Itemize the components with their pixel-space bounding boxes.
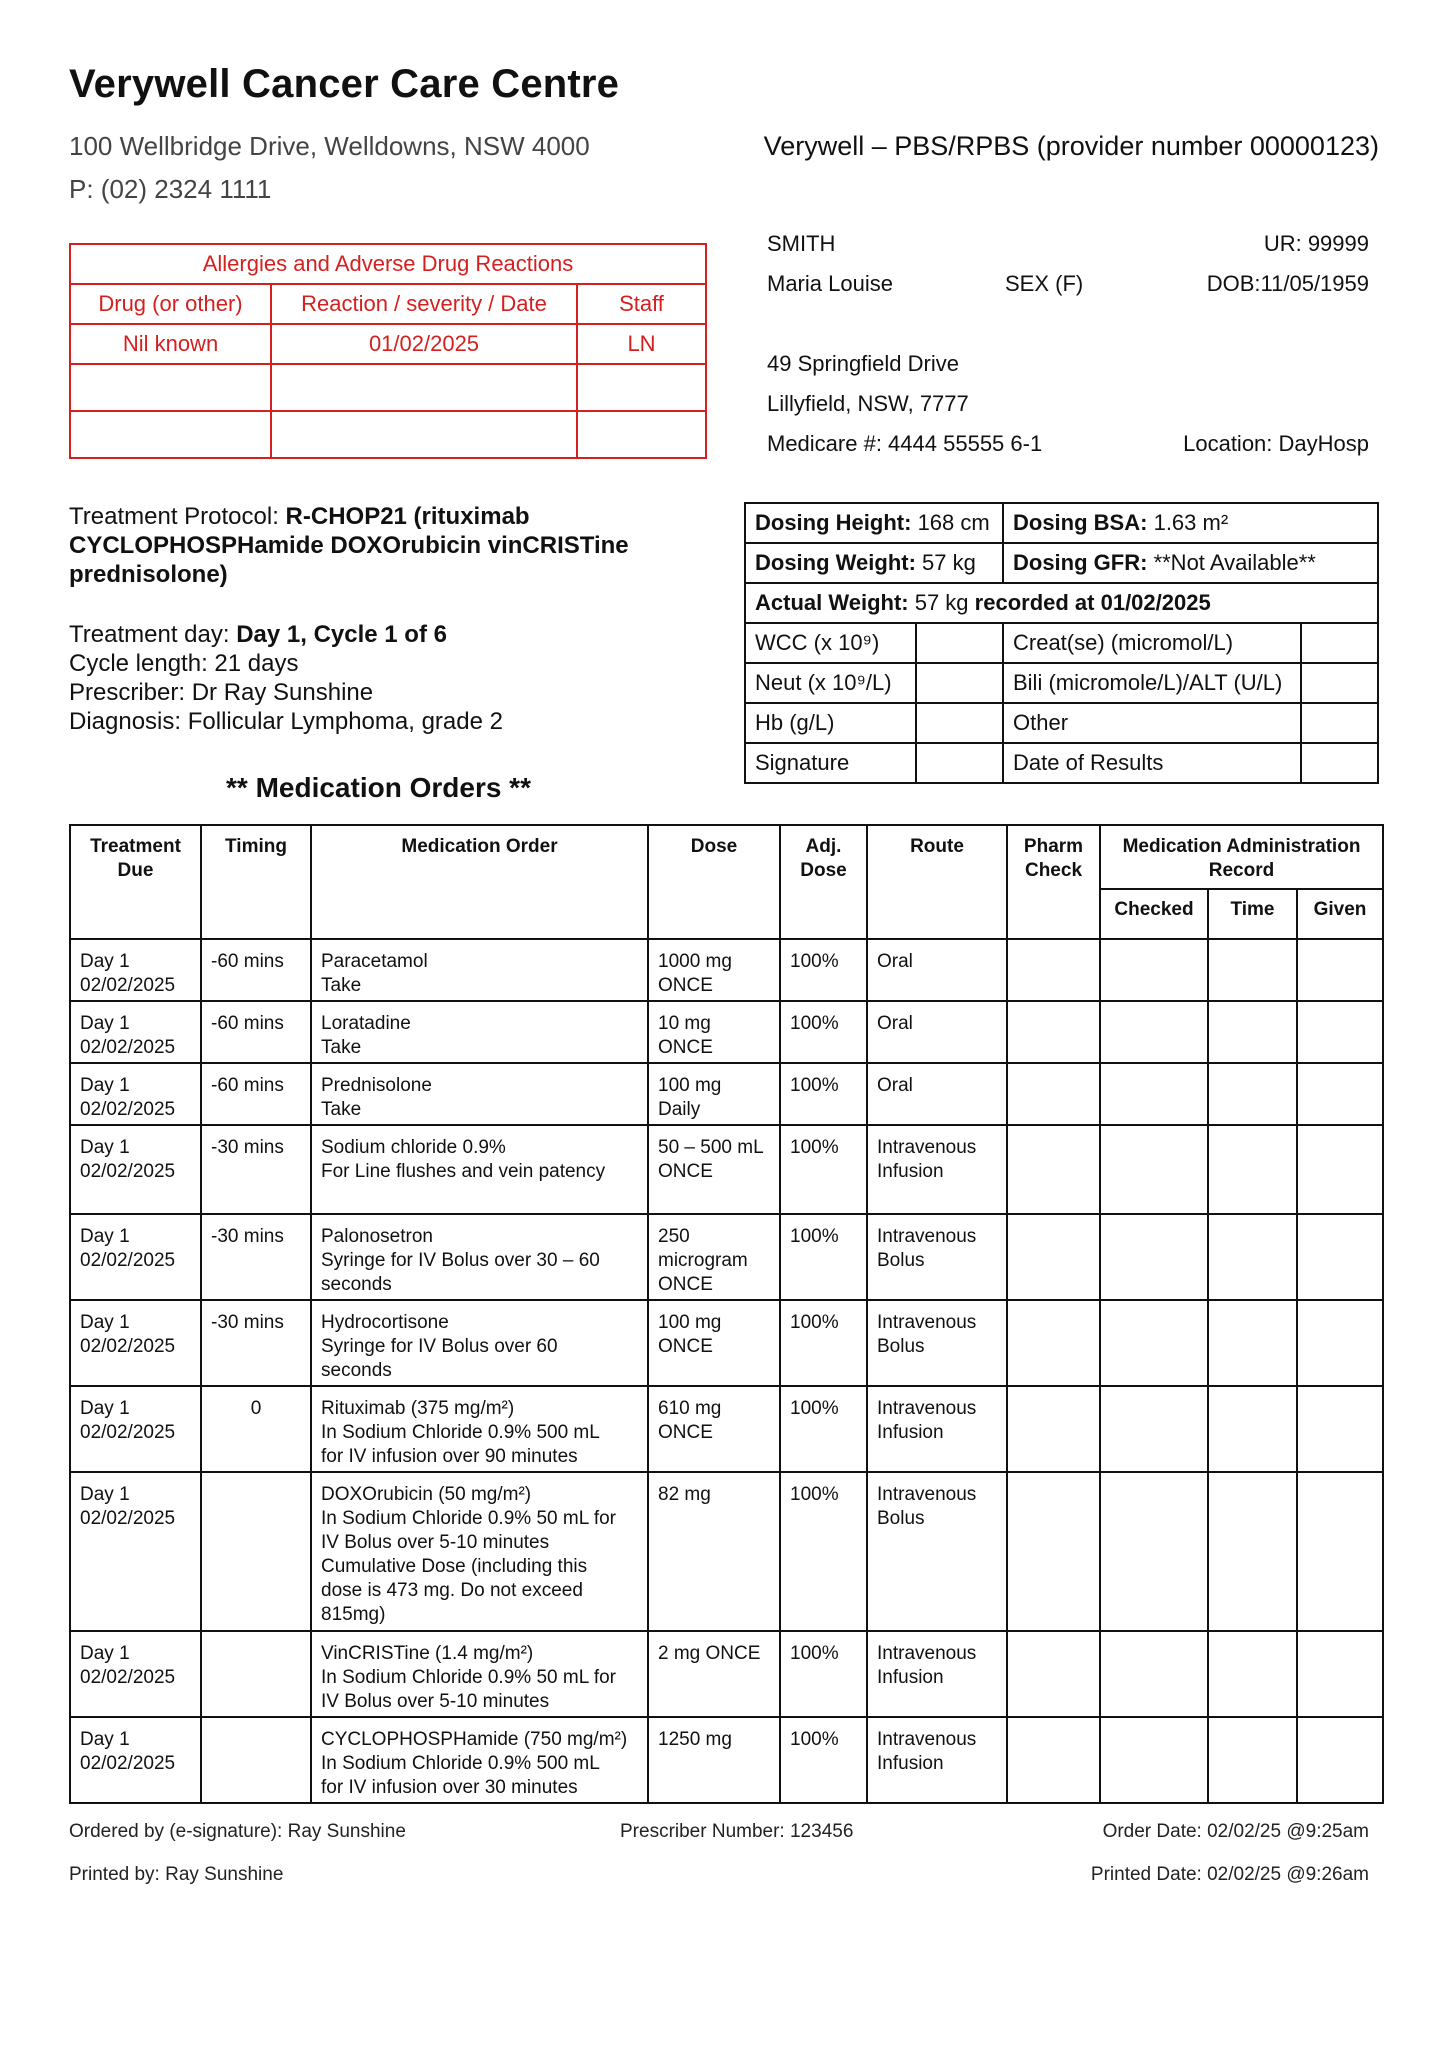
adj-dose-cell: 100% [780,1300,867,1386]
route-cell [867,1125,1007,1214]
dose-cell [648,1386,780,1472]
signature-value [916,743,1003,783]
bili-label: Bili (micromole/L)/ALT (U/L) [1003,663,1301,703]
dosing-weight-cell [745,543,1003,583]
neut-value [916,663,1003,703]
dosing-table [744,502,1379,784]
medication-row [70,1125,1383,1214]
route-cell [867,1214,1007,1300]
time-cell [1208,1386,1297,1472]
dosing-gfr-cell [1003,543,1378,583]
wcc-value [916,623,1003,663]
medication-order-line: For Line flushes and vein patency [321,1161,606,1182]
time-cell [1208,1631,1297,1717]
checked-cell [1100,1472,1208,1631]
medication-order-line: Hydrocortisone [321,1312,449,1333]
dose-line: ONCE [658,1336,713,1357]
treatment-due-cell [70,939,201,1001]
patient-location: Location: DayHosp [1183,431,1369,456]
printed-date: Printed Date: 02/02/25 @9:26am [1090,1864,1369,1885]
allergies-col-staff: Staff [577,284,706,324]
allergy-empty-cell [577,411,706,458]
col-adj-dose: Adj. Dose [780,825,867,939]
dose-line: 2 mg ONCE [658,1643,761,1664]
time-cell [1208,1125,1297,1214]
dose-cell [648,1472,780,1631]
other-label: Other [1003,703,1301,743]
neut-label: Neut (x 10⁹/L) [745,663,916,703]
allergies-table [69,243,707,459]
actual-weight-recorded: recorded at 01/02/2025 [974,590,1211,615]
org-address: 100 Wellbridge Drive, Welldowns, NSW 4000 [69,131,590,161]
pharm-check-cell [1007,1386,1100,1472]
route-line: Intravenous [877,1137,977,1158]
actual-weight-label: Actual Weight: [755,590,909,615]
allergy-staff: LN [577,324,706,364]
treatment-due-date: 02/02/2025 [80,1250,176,1271]
time-cell [1208,1063,1297,1125]
signature-label: Signature [745,743,916,783]
patient-sex: SEX (F) [1005,271,1084,296]
medication-order-line: dose is 473 mg. Do not exceed [321,1580,583,1601]
dose-cell [648,1001,780,1063]
time-cell [1208,1717,1297,1803]
treatment-due-day: Day 1 [80,1137,130,1158]
route-cell [867,1472,1007,1631]
dosing-weight-label: Dosing Weight: [755,550,916,575]
route-cell [867,1631,1007,1717]
pharm-check-cell [1007,1063,1100,1125]
timing-cell: -30 mins [201,1125,311,1214]
medication-order-cell [311,1717,648,1803]
time-cell [1208,1300,1297,1386]
treatment-day-label: Treatment day: [69,621,237,648]
dose-line: 100 mg [658,1312,722,1333]
route-line: Oral [877,951,913,972]
checked-cell [1100,1300,1208,1386]
patient-ur: UR: 99999 [1263,231,1369,256]
protocol-value: R-CHOP21 (rituximab CYCLOPHOSPHamide DOXOrubicin vinCRISTine prednisolone) [69,503,629,588]
medication-row [70,1001,1383,1063]
treatment-due-date: 02/02/2025 [80,1099,176,1120]
time-cell [1208,939,1297,1001]
col-route: Route [867,825,1007,939]
treatment-due-day: Day 1 [80,951,130,972]
dose-cell [648,1717,780,1803]
checked-cell [1100,1631,1208,1717]
timing-cell [201,1472,311,1631]
medication-order-cell [311,1063,648,1125]
given-cell [1297,1063,1383,1125]
given-cell [1297,1214,1383,1300]
patient-medicare: Medicare #: 4444 55555 6-1 [767,431,1043,456]
treatment-due-day: Day 1 [80,1075,130,1096]
treatment-due-day: Day 1 [80,1398,130,1419]
given-cell [1297,1472,1383,1631]
treatment-due-cell [70,1717,201,1803]
allergy-empty-cell [271,411,577,458]
pharm-check-cell [1007,1300,1100,1386]
dose-line: 610 mg [658,1398,722,1419]
medication-order-line: In Sodium Chloride 0.9% 50 mL for [321,1508,617,1529]
order-date: Order Date: 02/02/25 @9:25am [1102,1821,1369,1842]
diagnosis: Diagnosis: Follicular Lymphoma, grade 2 [69,708,503,735]
route-cell [867,1300,1007,1386]
creat-value [1301,623,1378,663]
pharm-check-cell [1007,1001,1100,1063]
route-line: Intravenous [877,1226,977,1247]
route-cell [867,939,1007,1001]
medication-order-cell [311,1386,648,1472]
medication-row [70,1214,1383,1300]
org-phone: P: (02) 2324 1111 [69,174,272,204]
pharm-check-cell [1007,1125,1100,1214]
allergy-drug: Nil known [70,324,271,364]
prescriber-number: Prescriber Number: 123456 [620,1821,854,1842]
dose-cell [648,1063,780,1125]
route-line: Bolus [877,1508,925,1529]
treatment-due-date: 02/02/2025 [80,1667,176,1688]
treatment-due-day: Day 1 [80,1013,130,1034]
treatment-due-cell [70,1001,201,1063]
route-line: Infusion [877,1422,944,1443]
dose-line: 50 – 500 mL [658,1137,764,1158]
medication-order-line: In Sodium Chloride 0.9% 500 mL [321,1422,600,1443]
treatment-due-cell [70,1386,201,1472]
medication-order-line: Loratadine [321,1013,411,1034]
medication-order-line: Syringe for IV Bolus over 60 [321,1336,558,1357]
bili-value [1301,663,1378,703]
org-name: Verywell Cancer Care Centre [69,62,620,106]
treatment-due-cell [70,1063,201,1125]
dosing-height-label: Dosing Height: [755,510,912,535]
treatment-due-day: Day 1 [80,1643,130,1664]
medication-order-line: for IV infusion over 30 minutes [321,1777,578,1798]
dose-cell [648,1631,780,1717]
timing-cell: -30 mins [201,1300,311,1386]
dose-line: ONCE [658,1422,713,1443]
medication-order-line: IV Bolus over 5-10 minutes [321,1532,550,1553]
route-line: Intravenous [877,1398,977,1419]
other-value [1301,703,1378,743]
pharm-check-cell [1007,939,1100,1001]
given-cell [1297,1125,1383,1214]
checked-cell [1100,1001,1208,1063]
col-checked: Checked [1100,889,1208,939]
dose-cell [648,1300,780,1386]
col-time: Time [1208,889,1297,939]
checked-cell [1100,1125,1208,1214]
dose-line: 1250 mg [658,1729,732,1750]
route-line: Oral [877,1013,913,1034]
adj-dose-cell: 100% [780,1717,867,1803]
time-cell [1208,1472,1297,1631]
medication-order-line: seconds [321,1274,392,1295]
dose-line: 250 [658,1226,690,1247]
adj-dose-cell: 100% [780,1001,867,1063]
treatment-due-date: 02/02/2025 [80,1753,176,1774]
timing-cell [201,1717,311,1803]
actual-weight-cell [745,583,1378,623]
dose-cell [648,1125,780,1214]
route-cell [867,1063,1007,1125]
given-cell [1297,1717,1383,1803]
protocol-label: Treatment Protocol: [69,503,286,530]
treatment-due-cell [70,1631,201,1717]
timing-cell [201,1631,311,1717]
allergies-title: Allergies and Adverse Drug Reactions [70,244,706,284]
allergies-col-reaction: Reaction / severity / Date [271,284,577,324]
medication-row [70,1472,1383,1631]
timing-cell: -60 mins [201,1001,311,1063]
provider-line: Verywell – PBS/RPBS (provider number 00000123) [763,131,1379,161]
ordered-by: Ordered by (e-signature): Ray Sunshine [69,1821,406,1842]
route-line: Bolus [877,1336,925,1357]
adj-dose-cell: 100% [780,1386,867,1472]
creat-label: Creat(se) (micromol/L) [1003,623,1301,663]
pharm-check-cell [1007,1214,1100,1300]
treatment-due-date: 02/02/2025 [80,1508,176,1529]
col-treatment-due: Treatment Due [70,825,201,939]
allergy-empty-cell [271,364,577,411]
timing-cell: -30 mins [201,1214,311,1300]
medication-order-line: Rituximab (375 mg/m²) [321,1398,515,1419]
col-dose: Dose [648,825,780,939]
medication-order-line: Take [321,975,362,996]
medication-order-line: seconds [321,1360,392,1381]
timing-cell: -60 mins [201,939,311,1001]
given-cell [1297,1300,1383,1386]
treatment-due-date: 02/02/2025 [80,1037,176,1058]
actual-weight-value: 57 kg [914,590,969,615]
dose-line: ONCE [658,1274,713,1295]
allergies-col-drug: Drug (or other) [70,284,271,324]
given-cell [1297,1386,1383,1472]
medication-order-line: for IV infusion over 90 minutes [321,1446,578,1467]
col-mar: Medication Administration Record [1100,825,1383,889]
medication-order-cell [311,1125,648,1214]
dose-line: 82 mg [658,1484,711,1505]
adj-dose-cell: 100% [780,1063,867,1125]
route-cell [867,1717,1007,1803]
timing-cell: -60 mins [201,1063,311,1125]
route-line: Intravenous [877,1643,977,1664]
time-cell [1208,1214,1297,1300]
treatment-due-day: Day 1 [80,1226,130,1247]
medication-orders-table [69,824,1384,1804]
adj-dose-cell: 100% [780,1214,867,1300]
adj-dose-cell: 100% [780,1472,867,1631]
col-given: Given [1297,889,1383,939]
col-pharm-check: Pharm Check [1007,825,1100,939]
medication-order-line: Take [321,1099,362,1120]
medication-order-line: IV Bolus over 5-10 minutes [321,1691,550,1712]
medication-row [70,1386,1383,1472]
treatment-due-day: Day 1 [80,1729,130,1750]
dose-line: microgram [658,1250,748,1271]
medication-order-line: In Sodium Chloride 0.9% 500 mL [321,1753,600,1774]
dose-line: ONCE [658,1161,713,1182]
given-cell [1297,1631,1383,1717]
timing-cell: 0 [201,1386,311,1472]
patient-address-line2: Lillyfield, NSW, 7777 [767,391,969,416]
treatment-due-date: 02/02/2025 [80,1422,176,1443]
allergy-reaction: 01/02/2025 [271,324,577,364]
checked-cell [1100,1717,1208,1803]
dosing-bsa-value: 1.63 m² [1153,510,1229,535]
dose-line: 10 mg ONCE [658,1013,713,1058]
dose-cell [648,939,780,1001]
medication-row [70,1063,1383,1125]
dosing-bsa-label: Dosing BSA: [1013,510,1148,535]
adj-dose-cell: 100% [780,1631,867,1717]
checked-cell [1100,1214,1208,1300]
treatment-due-day: Day 1 [80,1484,130,1505]
treatment-details [69,620,709,736]
route-line: Bolus [877,1250,925,1271]
route-line: Infusion [877,1753,944,1774]
cycle-length: Cycle length: 21 days [69,650,299,677]
dose-line: Daily [658,1099,701,1120]
hb-value [916,703,1003,743]
dosing-bsa-cell [1003,503,1378,543]
medication-order-line: VinCRISTine (1.4 mg/m²) [321,1643,534,1664]
allergy-empty-cell [70,364,271,411]
dose-line: 100 mg [658,1075,722,1096]
treatment-day-value: Day 1, Cycle 1 of 6 [236,621,447,648]
pharm-check-cell [1007,1631,1100,1717]
route-line: Infusion [877,1161,944,1182]
dosing-gfr-value: **Not Available** [1153,550,1316,575]
treatment-due-date: 02/02/2025 [80,1336,176,1357]
time-cell [1208,1001,1297,1063]
given-cell [1297,1001,1383,1063]
medication-order-line: Syringe for IV Bolus over 30 – 60 [321,1250,600,1271]
treatment-due-day: Day 1 [80,1312,130,1333]
medication-order-line: Paracetamol [321,951,428,972]
allergy-empty-cell [577,364,706,411]
route-line: Intravenous [877,1312,977,1333]
pharm-check-cell [1007,1717,1100,1803]
treatment-day [69,620,709,649]
treatment-due-cell [70,1472,201,1631]
dosing-weight-value: 57 kg [922,550,976,575]
medication-order-cell [311,1300,648,1386]
treatment-due-cell [70,1125,201,1214]
allergy-empty-cell [70,411,271,458]
route-cell [867,1001,1007,1063]
adj-dose-cell: 100% [780,1125,867,1214]
medication-order-line: Cumulative Dose (including this [321,1556,588,1577]
col-medication-order: Medication Order [311,825,648,939]
treatment-due-cell [70,1214,201,1300]
treatment-due-cell [70,1300,201,1386]
dose-line: 1000 mg [658,951,732,972]
medication-order-line: DOXOrubicin (50 mg/m²) [321,1484,532,1505]
medication-order-line: Take [321,1037,362,1058]
prescriber: Prescriber: Dr Ray Sunshine [69,679,374,706]
dosing-height-cell [745,503,1003,543]
col-timing: Timing [201,825,311,939]
hb-label: Hb (g/L) [745,703,916,743]
route-cell [867,1386,1007,1472]
medication-order-line: In Sodium Chloride 0.9% 50 mL for [321,1667,617,1688]
dosing-height-value: 168 cm [917,510,990,535]
given-cell [1297,939,1383,1001]
medication-row [70,1631,1383,1717]
treatment-due-date: 02/02/2025 [80,975,176,996]
treatment-protocol [69,502,709,589]
adj-dose-cell: 100% [780,939,867,1001]
medication-order-line: Sodium chloride 0.9% [321,1137,506,1158]
checked-cell [1100,1386,1208,1472]
date-results-label: Date of Results [1003,743,1301,783]
route-line: Intravenous [877,1484,977,1505]
medication-orders-title: ** Medication Orders ** [226,772,531,803]
checked-cell [1100,1063,1208,1125]
medication-order-line: CYCLOPHOSPHamide (750 mg/m²) [321,1729,628,1750]
medication-row [70,939,1383,1001]
route-line: Infusion [877,1667,944,1688]
patient-dob: DOB:11/05/1959 [1206,271,1369,296]
dosing-gfr-label: Dosing GFR: [1013,550,1148,575]
pharm-check-cell [1007,1472,1100,1631]
dose-cell [648,1214,780,1300]
checked-cell [1100,939,1208,1001]
treatment-due-date: 02/02/2025 [80,1161,176,1182]
medication-order-line: Palonosetron [321,1226,433,1247]
medication-order-cell [311,1472,648,1631]
medication-order-cell [311,939,648,1001]
route-line: Oral [877,1075,913,1096]
printed-by: Printed by: Ray Sunshine [69,1864,284,1885]
medication-row [70,1717,1383,1803]
patient-given-names: Maria Louise [767,271,893,296]
route-line: Intravenous [877,1729,977,1750]
dose-line: ONCE [658,975,713,996]
patient-surname: SMITH [767,231,836,256]
patient-address-line1: 49 Springfield Drive [767,351,959,376]
medication-order-cell [311,1631,648,1717]
medication-order-line: Prednisolone [321,1075,432,1096]
medication-order-line: 815mg) [321,1604,386,1625]
medication-row [70,1300,1383,1386]
date-results-value [1301,743,1378,783]
medication-order-cell [311,1214,648,1300]
wcc-label: WCC (x 10⁹) [745,623,916,663]
medication-order-cell [311,1001,648,1063]
